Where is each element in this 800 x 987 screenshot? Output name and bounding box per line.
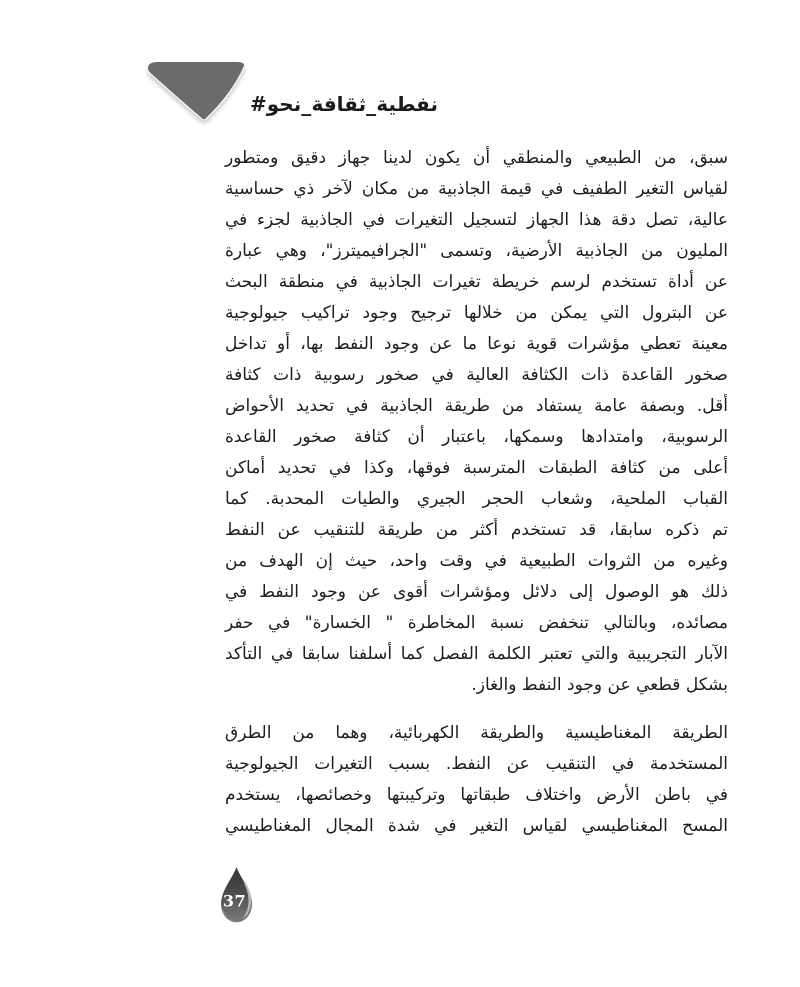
text-line: أعلى من كثافة الطبقات المترسبة فوقها، وكذا في تحديد أماكن: [225, 458, 728, 478]
text-line: عن أداة تستخدم لرسم خريطة تغيرات الجاذبية في منطقة البحث: [225, 272, 728, 292]
text-line: الرسوبية، وامتدادها وسمكها، باعتبار أن كثافة صخور القاعدة: [225, 427, 728, 447]
text-line: بشكل قطعي عن وجود النفط والغاز.: [471, 675, 728, 695]
text-line: تم ذكره سابقا، قد تستخدم أكثر من طريقة للتنقيب عن النفط: [225, 520, 728, 540]
paragraph: [225, 143, 728, 701]
text-line: الآبار التجريبية والتي تعتبر الكلمة الفصل كما أسلفنا سابقا في التأكد: [225, 644, 728, 664]
corner-ribbon-graphic: [148, 62, 245, 126]
text-line: في باطن الأرض واختلاف طبقاتها وتركيبتها وخصائصها، يستخدم: [225, 785, 728, 805]
text-line: المسح المغناطيسي لقياس التغير في شدة المجال المغناطيسي: [225, 816, 728, 836]
ribbon-shape: [148, 62, 244, 119]
hashtag-part: نفطية: [376, 92, 438, 116]
text-line: صخور القاعدة ذات الكثافة العالية في صخور رسوبية ذات كثافة: [225, 365, 728, 385]
text-line: مصائده، وبالتالي تنخفض نسبة المخاطرة " الخسارة" في حفر: [225, 613, 728, 633]
body-text: [225, 143, 728, 842]
oil-drop-icon: [216, 865, 257, 925]
ribbon-swoosh-icon: [148, 62, 245, 126]
text-line: المستخدمة في التنقيب عن النفط. بسبب التغيرات الجيولوجية: [225, 754, 728, 774]
hashtag-part: _: [366, 92, 377, 116]
page-number: 37: [222, 891, 247, 911]
text-line: أقل. وبصفة عامة يستفاد من طريقة الجاذبية في تحديد الأحواض: [225, 396, 728, 416]
text-line: عن البترول التي يمكن من خلالها ترجيح وجود تراكيب جيولوجية: [225, 303, 728, 323]
text-line: القباب الملحية، وشعاب الحجر الجيري والطيات المحدبة. كما: [225, 489, 728, 509]
text-line: وغيره من الثروات الطبيعية في وقت واحد، حيث إن الهدف من: [225, 551, 728, 571]
text-line: عالية، تصل دقة هذا الجهاز لتسجيل التغيرات في الجاذبية لجزء في: [225, 210, 728, 230]
text-line: ذلك هو الوصول إلى دلائل ومؤشرات أقوى عن وجود النفط في: [225, 582, 728, 602]
text-line: سبق، من الطبيعي والمنطقي أن يكون لدينا جهاز دقيق ومتطور: [225, 148, 728, 168]
paragraph: [225, 718, 728, 842]
hashtag-part: _: [301, 92, 312, 116]
hashtag-part: #نحو: [250, 92, 302, 116]
text-line: لقياس التغير الطفيف في قيمة الجاذبية من مكان لآخر ذي حساسية: [225, 179, 728, 199]
hashtag-part: ثقافة: [311, 92, 367, 116]
text-line: المليون من الجاذبية الأرضية، وتسمى "الجرافيميترز"، وهي عبارة: [225, 241, 728, 261]
text-line: معينة تعطي مؤشرات قوية نوعا ما عن وجود النفط بها، أو تداخل: [225, 334, 728, 354]
hashtag-title: [250, 90, 438, 118]
oil-drop-page-number: [216, 865, 257, 925]
text-line: الطريقة المغناطيسية والطريقة الكهربائية، وهما من الطرق: [225, 723, 728, 743]
